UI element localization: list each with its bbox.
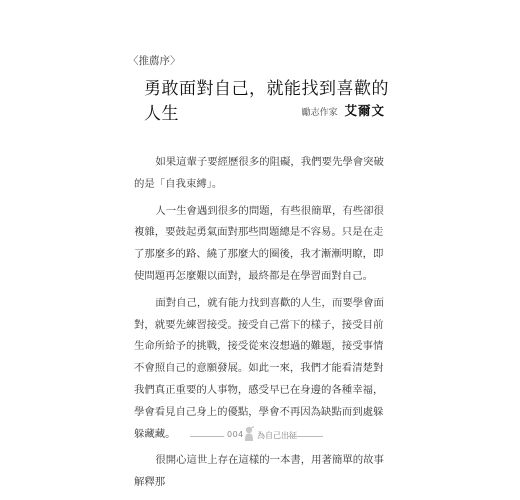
footer-rule-right [287, 436, 323, 437]
warrior-emblem-icon [243, 426, 255, 442]
section-tag: 〈推薦序〉 [128, 55, 181, 67]
footer-rule-left [190, 436, 224, 437]
paragraph: 如果這輩子要經歷很多的阻礙，我們要先學會突破的是「自我束縛」。 [134, 156, 384, 190]
paragraph: 面對自己，就有能力找到喜歡的人生，而要學會面對，就要先練習接受。接受自己當下的樣子，接受目前生命所給予的挑戰，接受從來沒想過的難題，接受事情不會照自己的意願發展。如此一來，我們才能看清楚對我們真正重要的人事物，感受早已在身邊的各種幸福，學會看見自己身上的優點，學會不再因為缺點而到處躲躲藏藏。 [134, 296, 384, 440]
page-footer [0, 426, 520, 446]
paragraph: 很開心這世上存在這樣的一本書，用著簡單的故事解釋那 [134, 454, 384, 489]
page-title: 勇敢面對自己，就能找到喜歡的人生 [144, 79, 389, 124]
byline [302, 101, 385, 119]
page-number: 004 [227, 430, 244, 439]
footer-book-title: 為自己出征 [257, 431, 297, 440]
byline-author: 艾爾文 [344, 103, 385, 118]
byline-role: 勵志作家 [301, 108, 338, 118]
paragraph: 人一生會遇到很多的問題，有些很簡單，有些卻很複雜，要鼓起勇氣面對那些問題總是不容易。只是在走了那麼多的路、繞了那麼大的圈後，我才漸漸明瞭，即使問題再怎麼艱以面對，最終都是在學習面對自己。 [134, 204, 384, 282]
